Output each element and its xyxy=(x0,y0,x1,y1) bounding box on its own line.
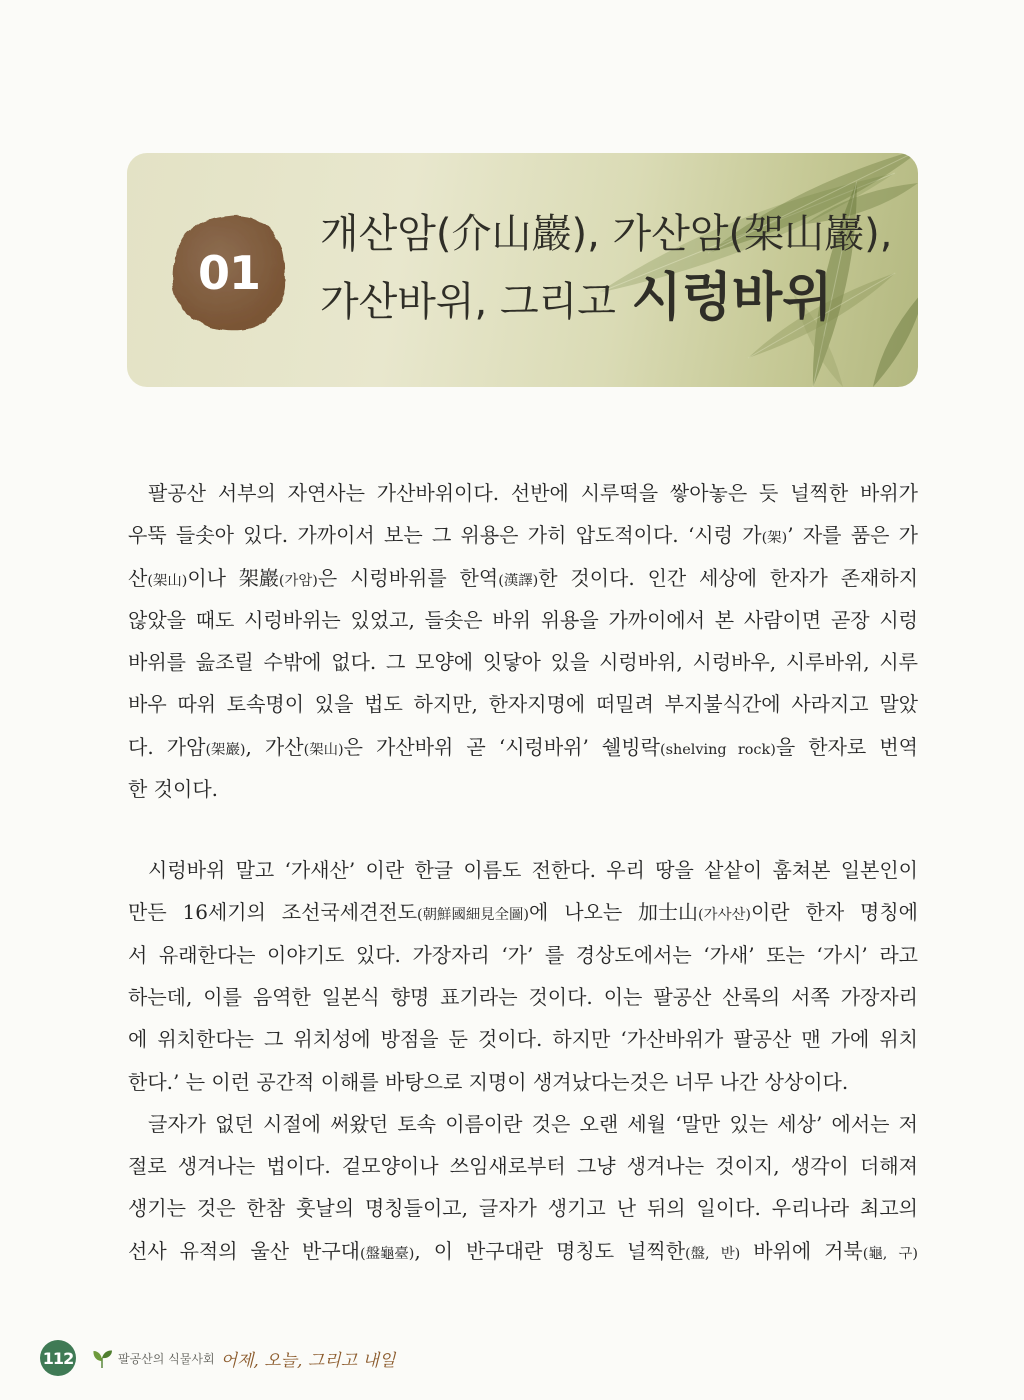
page-number: 112 xyxy=(42,1348,74,1368)
chapter-title-line-2 xyxy=(320,268,892,328)
parenthetical-annotation: (가사산) xyxy=(698,907,751,924)
page-footer xyxy=(40,1340,395,1376)
chapter-number: 01 xyxy=(197,246,260,300)
text-line-content: 바위를 읊조릴 수밖에 없다. 그 모양에 잇닿아 있을 시렁바위, 시렁바우, 시루바위, 시루 xyxy=(128,650,918,675)
parenthetical-annotation: (架山) xyxy=(303,741,344,758)
leaf-sprout-icon xyxy=(90,1346,114,1370)
book-subtitle: 어제, 오늘, 그리고 내일 xyxy=(220,1350,396,1371)
text-line-content: 않았을 때도 시렁바위는 있었고, 들솟은 바위 위용을 가까이에서 본 사람이면 곧장 시렁 xyxy=(128,607,918,632)
text-line-content: 에 위치한다는 그 위치성에 방점을 둔 것이다. 하지만 ‘가산바위가 팔공산 맨 가에 위치 xyxy=(128,1027,918,1052)
text-line-content: 다. 가암(架巖), 가산(架山)은 가산바위 곧 ‘시렁바위’ 쉘빙락(shelving rock)을 한자로 번역 xyxy=(128,734,918,759)
text-line xyxy=(128,891,918,933)
chapter-title xyxy=(320,210,892,328)
text-line-content: 한다.’ 는 이런 공간적 이해를 바탕으로 지명이 생겨났다는것은 너무 나간 상상이다. xyxy=(128,1069,849,1094)
chapter-title-line-1-text: 개산암(介山巖), 가산암(架山巖), xyxy=(320,211,893,257)
text-line-content: 팔공산 서부의 자연사는 가산바위이다. 선반에 시루떡을 쌓아놓은 듯 널찍한 바위가 xyxy=(148,481,918,505)
text-line-content: 선사 유적의 울산 반구대(盤龜臺), 이 반구대란 명칭도 널찍한(盤, 반) 바위에 거북(龜, 구) xyxy=(128,1238,918,1263)
parenthetical-annotation: (架山) xyxy=(147,572,188,589)
parenthetical-annotation: (漢譯) xyxy=(498,572,539,589)
text-line-content: 바우 따위 토속명이 있을 법도 하지만, 한자지명에 떠밀려 부지불식간에 사라지고 말았 xyxy=(128,692,918,717)
text-line xyxy=(128,641,918,683)
text-line xyxy=(128,726,918,768)
book-title: 팔공산의 식물사회 xyxy=(118,1351,215,1366)
chapter-number-badge xyxy=(170,211,288,335)
chapter-title-emphasis: 시렁바위 xyxy=(631,268,833,328)
chapter-title-banner xyxy=(127,153,918,387)
text-line xyxy=(128,557,918,599)
page-number-badge xyxy=(40,1340,76,1376)
text-line xyxy=(128,976,918,1018)
text-line xyxy=(128,1145,918,1187)
text-line xyxy=(128,1018,918,1060)
parenthetical-annotation: (架) xyxy=(761,530,788,547)
text-line xyxy=(128,472,918,514)
parenthetical-annotation: (shelving rock) xyxy=(659,741,776,758)
text-line xyxy=(128,514,918,556)
paragraph xyxy=(128,1103,918,1272)
parenthetical-annotation: (盤, 반) xyxy=(685,1245,741,1262)
text-line-content: 서 유래한다는 이야기도 있다. 가장자리 ‘가’ 를 경상도에서는 ‘가새’ 또는 ‘가시’ 라고 xyxy=(128,942,918,967)
text-line xyxy=(128,599,918,641)
chapter-title-lead: 가산바위, 그리고 xyxy=(320,279,616,325)
text-line-content: 산(架山)이나 架巖(가암)은 시렁바위를 한역(漢譯)한 것이다. 인간 세상에 한자가 존재하지 xyxy=(128,565,919,590)
parenthetical-annotation: (架巖) xyxy=(205,741,246,758)
text-line xyxy=(128,1103,918,1145)
text-line xyxy=(128,1061,918,1103)
parenthetical-annotation: (盤龜臺) xyxy=(360,1245,415,1262)
chapter-title-line-2-text xyxy=(320,268,832,332)
text-line xyxy=(128,1187,918,1229)
text-line xyxy=(128,1230,918,1272)
text-line-content: 절로 생겨나는 법이다. 겉모양이나 쓰임새로부터 그냥 생겨나는 것이지, 생각이 더해져 xyxy=(128,1154,918,1179)
parenthetical-annotation: (龜, 구) xyxy=(862,1245,918,1262)
text-line-content: 생기는 것은 한참 훗날의 명칭들이고, 글자가 생기고 난 뒤의 일이다. 우리나라 최고의 xyxy=(128,1196,918,1221)
parenthetical-annotation: (朝鮮國細見全圖) xyxy=(417,907,530,924)
text-line xyxy=(128,934,918,976)
paragraph xyxy=(128,472,918,810)
article-body xyxy=(128,472,918,1272)
text-line-content: 우뚝 들솟아 있다. 가까이서 보는 그 위용은 가히 압도적이다. ‘시렁 가(架)’ 자를 품은 가 xyxy=(128,523,918,548)
text-line-content: 글자가 없던 시절에 써왔던 토속 이름이란 것은 오랜 세월 ‘말만 있는 세상’ 에서는 저 xyxy=(148,1111,918,1136)
text-line-content: 한 것이다. xyxy=(128,777,218,802)
text-line-content: 시렁바위 말고 ‘가새산’ 이란 한글 이름도 전한다. 우리 땅을 샅샅이 훔쳐본 일본인이 xyxy=(148,858,918,883)
chapter-title-line-1 xyxy=(320,210,892,258)
paragraph xyxy=(128,849,918,1103)
text-line xyxy=(128,768,918,810)
text-line xyxy=(128,849,918,891)
text-line-content: 하는데, 이를 음역한 일본식 향명 표기라는 것이다. 이는 팔공산 산록의 서쪽 가장자리 xyxy=(128,984,918,1009)
parenthetical-annotation: (가암) xyxy=(278,572,318,589)
text-line-content: 만든 16세기의 조선국세견전도(朝鮮國細見全圖)에 나오는 加士山(가사산)이란 한자 명칭에 xyxy=(128,900,918,925)
text-line xyxy=(128,683,918,725)
